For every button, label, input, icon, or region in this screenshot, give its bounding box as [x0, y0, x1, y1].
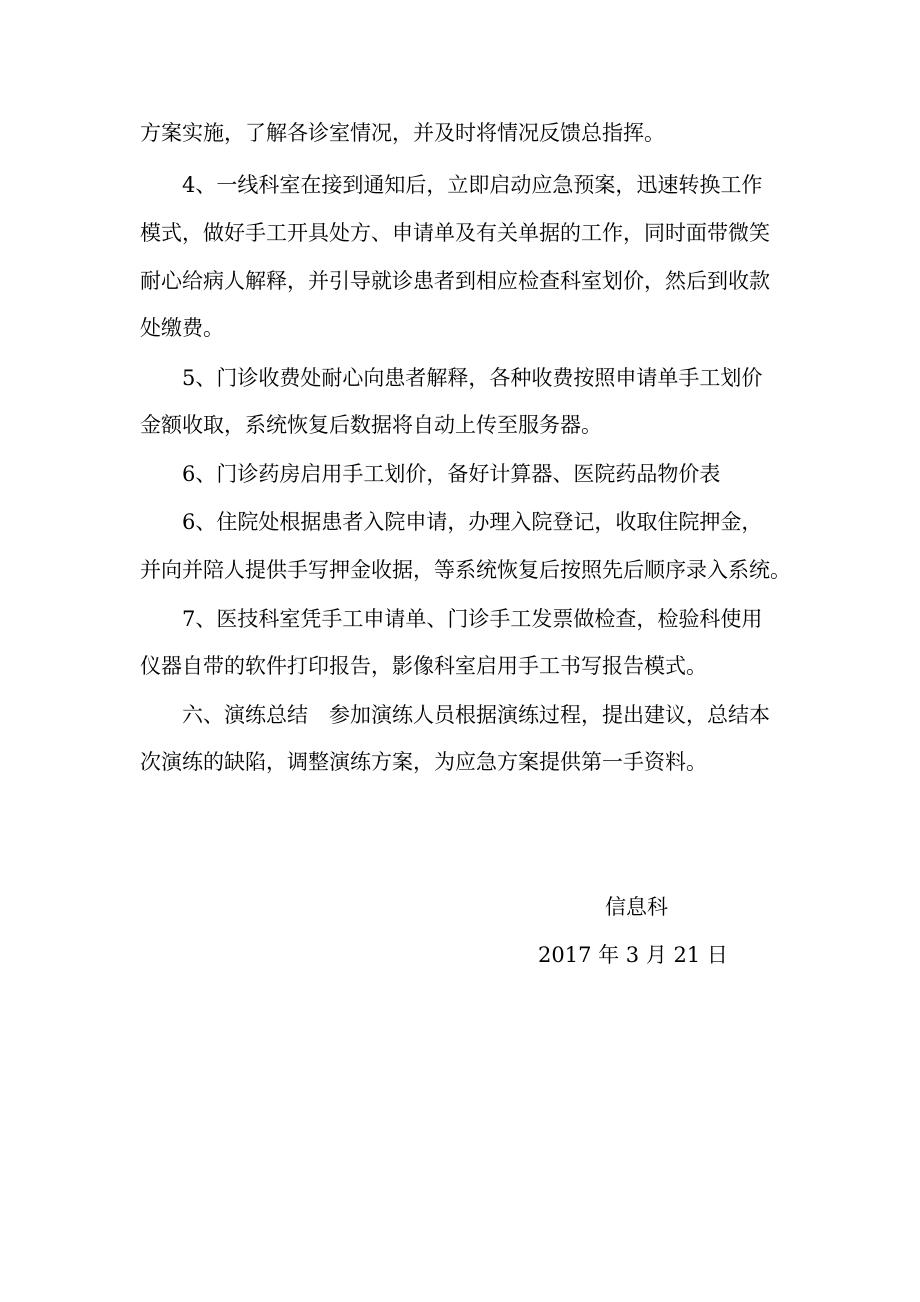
paragraph-line: 次演练的缺陷，调整演练方案，为应急方案提供第一手资料。 — [140, 750, 707, 774]
signature-date: 2017 年 3 月 21 日 — [538, 943, 728, 967]
paragraph-line: 6、住院处根据患者入院申请，办理入院登记，收取住院押金， — [182, 510, 763, 534]
paragraph-line: 耐心给病人解释，并引导就诊患者到相应检查科室划价，然后到收款 — [140, 269, 770, 293]
paragraph-line: 六、演练总结 参加演练人员根据演练过程，提出建议，总结本 — [182, 703, 770, 727]
paragraph-line: 模式，做好手工开具处方、申请单及有关单据的工作，同时面带微笑 — [140, 221, 770, 245]
paragraph-line: 6、门诊药房启用手工划价，备好计算器、医院药品物价表 — [182, 462, 721, 486]
paragraph-line: 处缴费。 — [140, 316, 224, 340]
paragraph-line: 5、门诊收费处耐心向患者解释，各种收费按照申请单手工划价 — [182, 366, 763, 390]
signature-department: 信息科 — [605, 895, 668, 919]
paragraph-line: 仪器自带的软件打印报告，影像科室启用手工书写报告模式。 — [140, 654, 707, 678]
paragraph-line: 7、医技科室凭手工申请单、门诊手工发票做检查，检验科使用 — [182, 607, 763, 631]
paragraph-line: 4、一线科室在接到通知后，立即启动应急预案，迅速转换工作 — [182, 173, 763, 197]
paragraph-line: 方案实施，了解各诊室情况，并及时将情况反馈总指挥。 — [140, 121, 665, 145]
paragraph-line: 并向并陪人提供手写押金收据，等系统恢复后按照先后顺序录入系统。 — [140, 558, 791, 582]
paragraph-line: 金额收取，系统恢复后数据将自动上传至服务器。 — [140, 413, 602, 437]
